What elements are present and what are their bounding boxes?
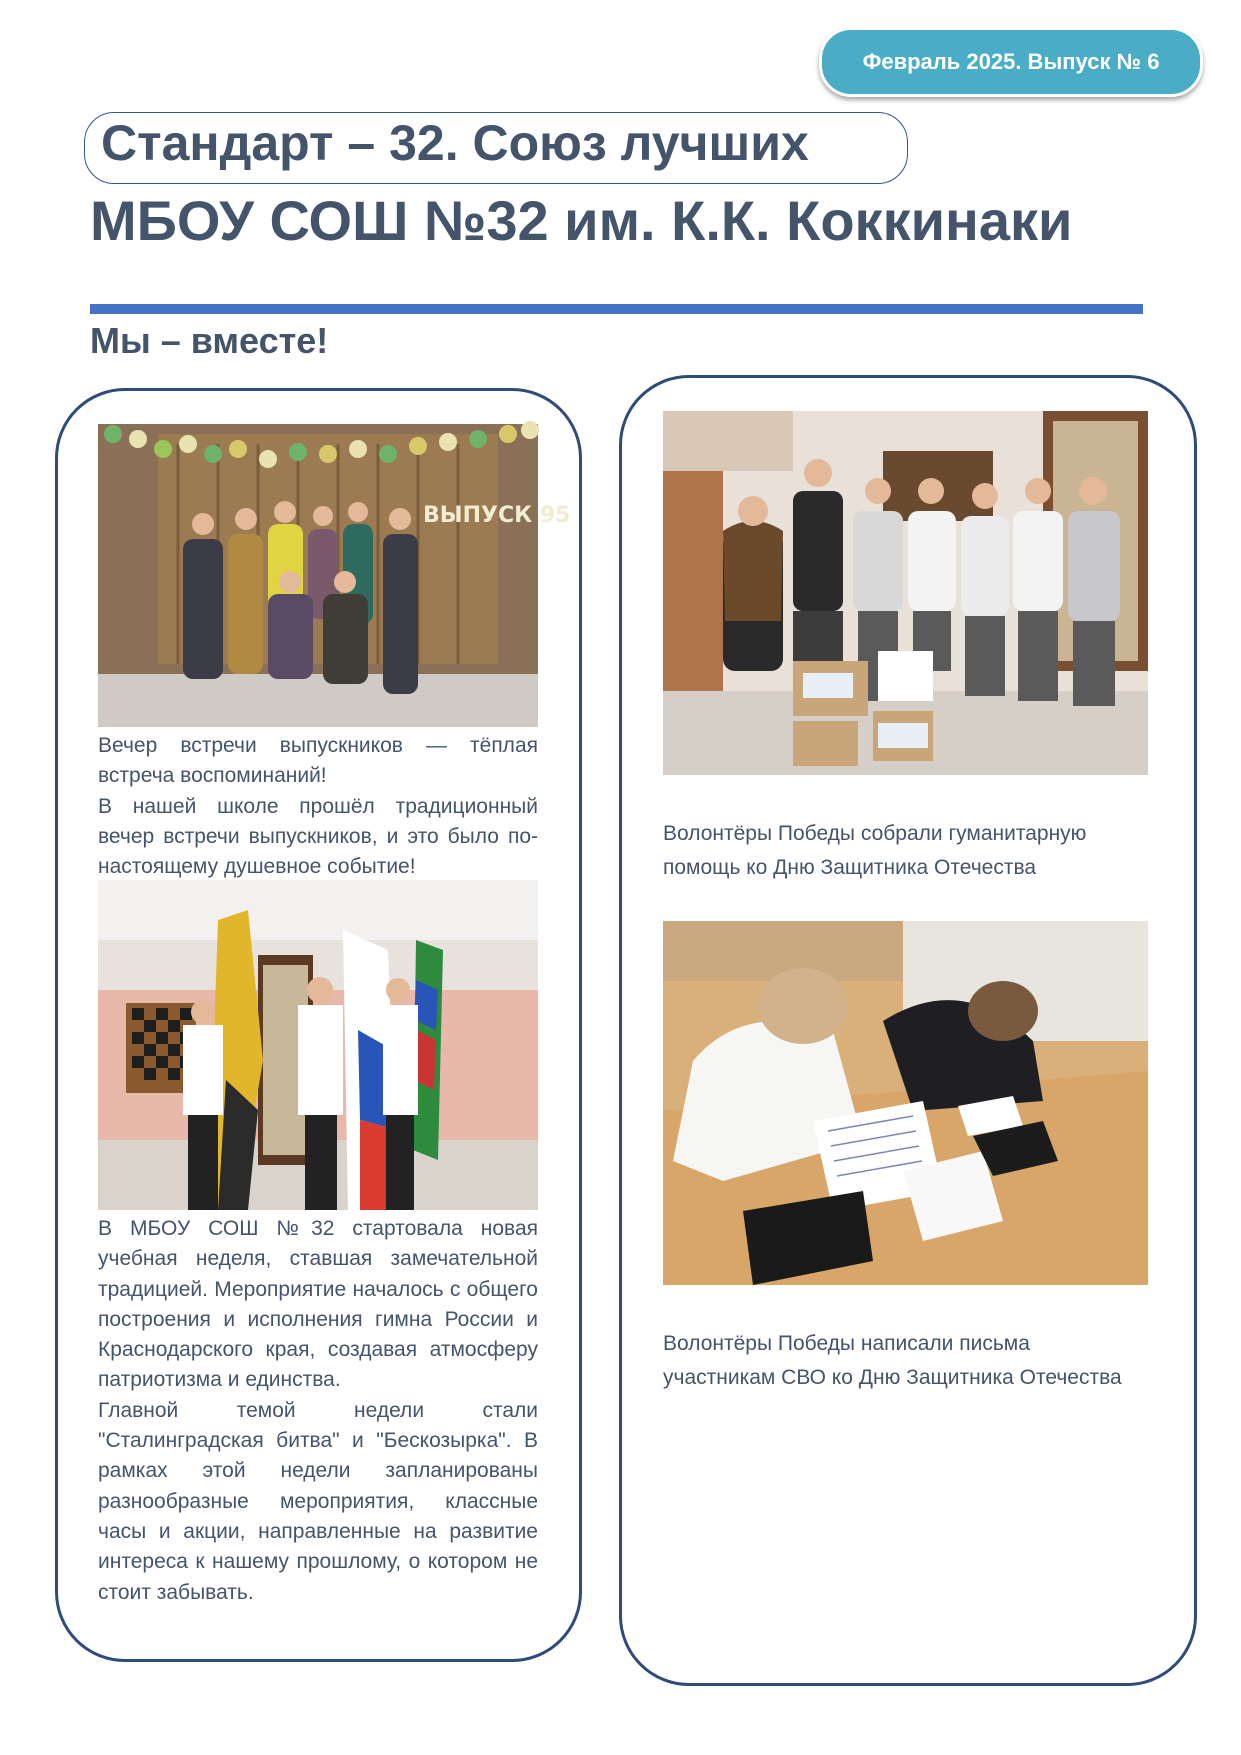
school-name: МБОУ СОШ №32 им. К.К. Коккинаки bbox=[90, 189, 1073, 252]
flag-ceremony-photo bbox=[98, 880, 538, 1210]
school-week-paragraph-2: Главной темой недели стали "Сталинградская битва" и "Бескозырка". В рамках этой недели запланированы разнообразные мероприятия, классные часы и акции, направленные на развитие интереса к нашему прошлому, о котором не стоит забывать. bbox=[98, 1398, 538, 1604]
school-week-paragraph-1: В МБОУ СОШ №32 стартовала новая учебная неделя, ставшая замечательной традицией. Мероприятие началось с общего построения и исполнения гимна России и Краснодарского края, создавая атмосферу патриотизма и единства. bbox=[98, 1217, 538, 1392]
letters-caption: Волонтёры Победы написали письма участникам СВО ко Дню Защитника Отечества bbox=[663, 1332, 1122, 1389]
alumni-headline: Вечер встречи выпускников — тёплая встреча воспоминаний! bbox=[98, 734, 538, 788]
newspaper-title: Стандарт – 32. Союз лучших bbox=[101, 115, 809, 171]
humanitarian-aid-photo bbox=[663, 411, 1148, 775]
alumni-meeting-photo bbox=[98, 424, 571, 727]
alumni-body: В нашей школе прошёл традиционный вечер встречи выпускников, и это было по-настоящему душевное событие! bbox=[98, 794, 538, 879]
header-divider bbox=[90, 304, 1143, 314]
issue-badge: Февраль 2025. Выпуск № 6 bbox=[819, 27, 1203, 97]
school-week-article bbox=[98, 1214, 538, 1608]
letters-writing-photo bbox=[663, 921, 1148, 1285]
section-heading: Мы – вместе! bbox=[90, 320, 329, 361]
banner-text: ВЫПУСК 95 bbox=[423, 503, 571, 528]
aid-caption: Волонтёры Победы собрали гуманитарную помощь ко Дню Защитника Отечества bbox=[663, 822, 1087, 879]
alumni-meeting-article bbox=[98, 731, 538, 882]
